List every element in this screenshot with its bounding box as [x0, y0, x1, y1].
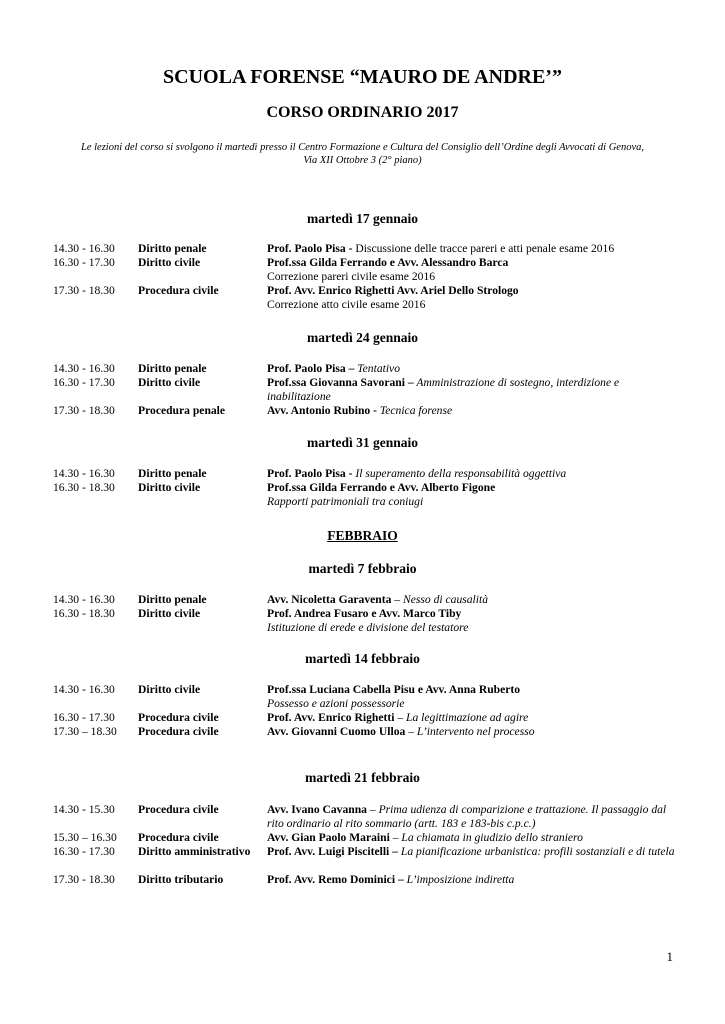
- lesson-time: 16.30 - 17.30: [53, 711, 115, 724]
- day-heading: martedì 31 gennaio: [307, 435, 418, 450]
- lesson-subject: Procedura civile: [138, 725, 219, 738]
- intro-text: [40, 141, 685, 167]
- lesson-description: [267, 481, 682, 509]
- lesson-subject: Diritto penale: [138, 593, 207, 606]
- lesson-subject: Diritto civile: [138, 481, 201, 494]
- lesson-subject: Procedura civile: [138, 711, 219, 724]
- lesson-description: [267, 362, 682, 376]
- lesson-subject: Diritto penale: [138, 467, 207, 480]
- lesson-topic: Amministrazione di sostegno, interdizione e inabilitazione: [267, 376, 620, 403]
- lesson-teacher: Avv. Giovanni Cuomo Ulloa: [267, 725, 406, 738]
- lesson-subject: Procedura civile: [138, 831, 219, 844]
- lesson-subject: Diritto civile: [138, 256, 201, 269]
- lesson-teacher: Avv. Antonio Rubino -: [267, 404, 377, 417]
- lesson-topic: – La chiamata in giudizio dello straniero: [389, 831, 583, 844]
- lesson-topic: La pianificazione urbanistica: profili sostanziali e di tutela: [397, 845, 675, 858]
- lesson-subject: Procedura penale: [138, 404, 226, 417]
- intro-line-2: Via XII Ottobre 3 (2° piano): [303, 155, 422, 166]
- page-number: 1: [666, 949, 673, 964]
- lesson-time: 14.30 - 16.30: [53, 242, 115, 255]
- lesson-teacher: Avv. Nicoletta Garaventa: [267, 593, 392, 606]
- day-heading: martedì 24 gennaio: [307, 330, 418, 345]
- lesson-teacher: Prof. Paolo Pisa -: [267, 242, 353, 255]
- lesson-time: 14.30 - 16.30: [53, 467, 115, 480]
- lesson-time: 17.30 - 18.30: [53, 284, 115, 297]
- lesson-subject: Procedura civile: [138, 803, 219, 816]
- lesson-description: [267, 404, 682, 418]
- day-heading: martedì 14 febbraio: [305, 651, 420, 666]
- lesson-topic: – La legittimazione ad agire: [394, 711, 529, 724]
- lesson-topic: Il superamento della responsabilità oggettiva: [352, 467, 567, 480]
- lesson-topic: L’imposizione indiretta: [403, 873, 515, 886]
- lesson-time: 16.30 - 18.30: [53, 607, 115, 620]
- lesson-description: [267, 725, 682, 739]
- lesson-topic: – Nesso di causalità: [391, 593, 489, 606]
- lesson-time: 14.30 - 16.30: [53, 362, 115, 375]
- lesson-time: 17.30 - 18.30: [53, 404, 115, 417]
- lesson-topic: Tentativo: [354, 362, 401, 375]
- lesson-time: 17.30 - 18.30: [53, 873, 115, 886]
- lesson-time: 14.30 - 16.30: [53, 683, 115, 696]
- school-title: SCUOLA FORENSE “MAURO DE ANDRE’”: [163, 66, 562, 88]
- lesson-description: [267, 831, 682, 845]
- lesson-description: [267, 593, 682, 607]
- lesson-topic: – L’intervento nel processo: [405, 725, 535, 738]
- lesson-subject: Procedura civile: [138, 284, 219, 297]
- month-heading: FEBBRAIO: [327, 528, 398, 543]
- lesson-subject: Diritto civile: [138, 607, 201, 620]
- lesson-subject: Diritto amministrativo: [138, 845, 251, 858]
- course-title: CORSO ORDINARIO 2017: [266, 104, 459, 121]
- lesson-subject: Diritto penale: [138, 242, 207, 255]
- lesson-teacher: Prof. Andrea Fusaro e Avv. Marco Tiby: [267, 607, 462, 620]
- lesson-description: [267, 683, 682, 711]
- lesson-topic: Tecnica forense: [376, 404, 453, 417]
- lesson-subject: Diritto civile: [138, 683, 201, 696]
- lesson-topic: Possesso e azioni possessorie: [267, 697, 405, 710]
- lesson-subject: Diritto penale: [138, 362, 207, 375]
- lesson-description: [267, 845, 682, 859]
- lesson-time: 14.30 - 16.30: [53, 593, 115, 606]
- lesson-topic: Discussione delle tracce pareri e atti penale esame 2016: [352, 242, 615, 255]
- lesson-description: [267, 467, 682, 481]
- lesson-subject: Diritto civile: [138, 376, 201, 389]
- lesson-teacher: Prof. Avv. Enrico Righetti Avv. Ariel Dello Strologo: [267, 284, 519, 297]
- lesson-teacher: Prof.ssa Gilda Ferrando e Avv. Alberto Figone: [267, 481, 496, 494]
- lesson-description: [267, 607, 682, 635]
- lesson-teacher: Prof. Paolo Pisa -: [267, 467, 353, 480]
- lesson-time: 16.30 - 17.30: [53, 256, 115, 269]
- lesson-topic: Rapporti patrimoniali tra coniugi: [267, 495, 424, 508]
- lesson-teacher: Prof. Avv. Enrico Righetti: [267, 711, 395, 724]
- lesson-teacher: Avv. Gian Paolo Maraini: [267, 831, 390, 844]
- lesson-teacher: Prof.ssa Gilda Ferrando e Avv. Alessandro Barca: [267, 256, 509, 269]
- lesson-description: [267, 711, 682, 725]
- day-heading: martedì 7 febbraio: [308, 561, 417, 576]
- lesson-description: [267, 873, 682, 887]
- lesson-time: 14.30 - 15.30: [53, 803, 115, 816]
- lesson-topic: – Prima udienza di comparizione e trattazione. Il passaggio dal rito ordinario al rito sommario (artt. 183 e 183-bis c.p.c.): [267, 803, 667, 830]
- lesson-teacher: Avv. Ivano Cavanna: [267, 803, 367, 816]
- lesson-topic: Correzione atto civile esame 2016: [267, 298, 426, 311]
- lesson-teacher: Prof.ssa Luciana Cabella Pisu e Avv. Anna Ruberto: [267, 683, 521, 696]
- lesson-teacher: Prof. Paolo Pisa –: [267, 362, 355, 375]
- lesson-time: 15.30 – 16.30: [53, 831, 117, 844]
- lesson-description: [267, 803, 682, 831]
- lesson-subject: Diritto tributario: [138, 873, 224, 886]
- intro-line-1: Le lezioni del corso si svolgono il martedì presso il Centro Formazione e Cultura del Consiglio dell’Ordine degli Avvocati di Genova,: [81, 142, 644, 153]
- day-heading: martedì 17 gennaio: [307, 211, 418, 226]
- lesson-description: [267, 284, 682, 312]
- lesson-time: 16.30 - 18.30: [53, 481, 115, 494]
- lesson-teacher: Prof. Avv. Remo Dominici –: [267, 873, 404, 886]
- lesson-time: 16.30 - 17.30: [53, 376, 115, 389]
- day-heading: martedì 21 febbraio: [305, 770, 420, 785]
- lesson-time: 16.30 - 17.30: [53, 845, 115, 858]
- lesson-description: [267, 242, 682, 256]
- lesson-description: [267, 256, 682, 284]
- lesson-topic: Correzione pareri civile esame 2016: [267, 270, 436, 283]
- lesson-teacher: Prof.ssa Giovanna Savorani –: [267, 376, 414, 389]
- lesson-topic: Istituzione di erede e divisione del testatore: [267, 621, 469, 634]
- lesson-description: [267, 376, 682, 404]
- lesson-time: 17.30 – 18.30: [53, 725, 117, 738]
- lesson-teacher: Prof. Avv. Luigi Piscitelli –: [267, 845, 398, 858]
